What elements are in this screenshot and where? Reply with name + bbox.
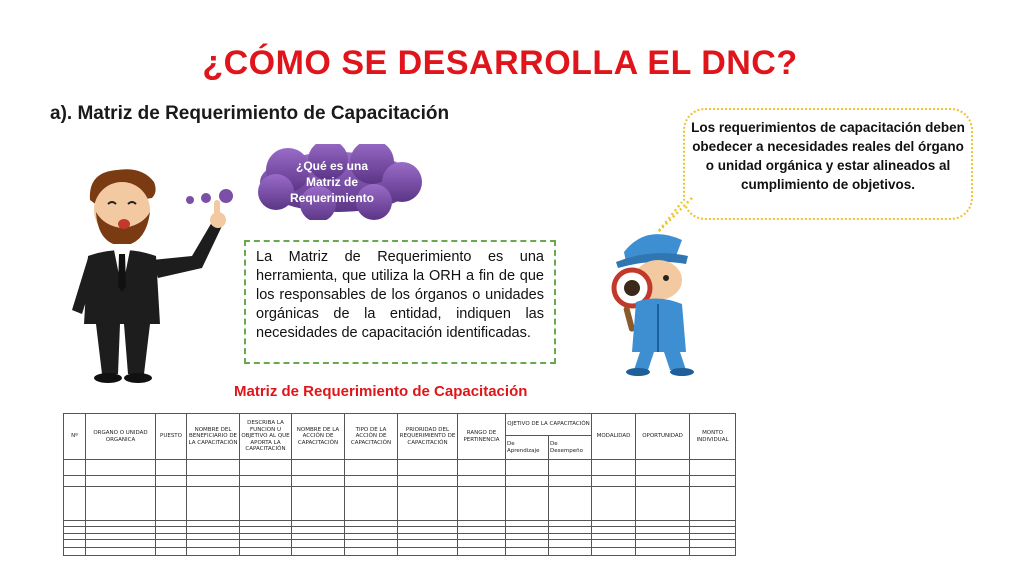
thought-dots [182,184,242,210]
header-beneficiario: NOMBRE DEL BENEFICIARIO DE LA CAPACITACIÓN [187,414,240,460]
slide-subtitle: a). Matriz de Requerimiento de Capacitación [50,103,450,124]
header-monto: MONTO INDIVIDUAL [690,414,736,460]
header-oportunidad: OPORTUNIDAD [636,414,690,460]
requirement-matrix-table [63,413,736,556]
header-tipo: TIPO DE LA ACCIÓN DE CAPACITACIÓN [345,414,398,460]
header-prioridad: PRIORIDAD DEL REQUERIMIENTO DE CAPACITACIÓN [398,414,458,460]
table-row [64,539,736,547]
header-rango: RANGO DE PERTINENCIA [458,414,506,460]
header-puesto: PUESTO [156,414,187,460]
header-funcion: DESCRIBA LA FUNCION U OBJETIVO AL QUE APORTA LA CAPACITACIÓN [240,414,292,460]
header-desempeno: De Desempeño [549,436,592,460]
table-row [64,476,736,486]
table-row [64,460,736,476]
header-modalidad: MODALIDAD [592,414,636,460]
header-organo: ORGANO O UNIDAD ORGANICA [86,414,156,460]
header-n: Nº [64,414,86,460]
header-accion: NOMBRE DE LA ACCIÓN DE CAPACITACIÓN [292,414,345,460]
speech-bubble-text: Los requerimientos de capacitación deben obedecer a necesidades reales del órgano o unidad orgánica y estar alineados al cumplimiento de objetivos. [691,120,965,192]
matrix-title: Matriz de Requerimiento de Capacitación [234,383,528,400]
thought-question [268,158,396,206]
slide-title: ¿CÓMO SE DESARROLLA EL DNC? [202,44,798,82]
detective-illustration [596,222,706,378]
matrix-body [64,460,736,556]
thought-line: Matriz de [305,175,358,189]
thought-line: Requerimiento [289,191,374,205]
thought-line: ¿Qué es una [295,159,369,173]
table-row [64,486,736,521]
definition-box [244,240,556,364]
definition-text: La Matriz de Requerimiento es una herramienta, que utiliza la ORH a fin de que los responsables de los órganos o unidades orgánicas de la entidad, indiquen las necesidades de capacitación identificadas. [256,249,544,341]
header-aprendizaje: De Aprendizaje [506,436,549,460]
table-row [64,547,736,555]
header-objetivo: OJETIVO DE LA CAPACITACIÓN [506,414,592,436]
